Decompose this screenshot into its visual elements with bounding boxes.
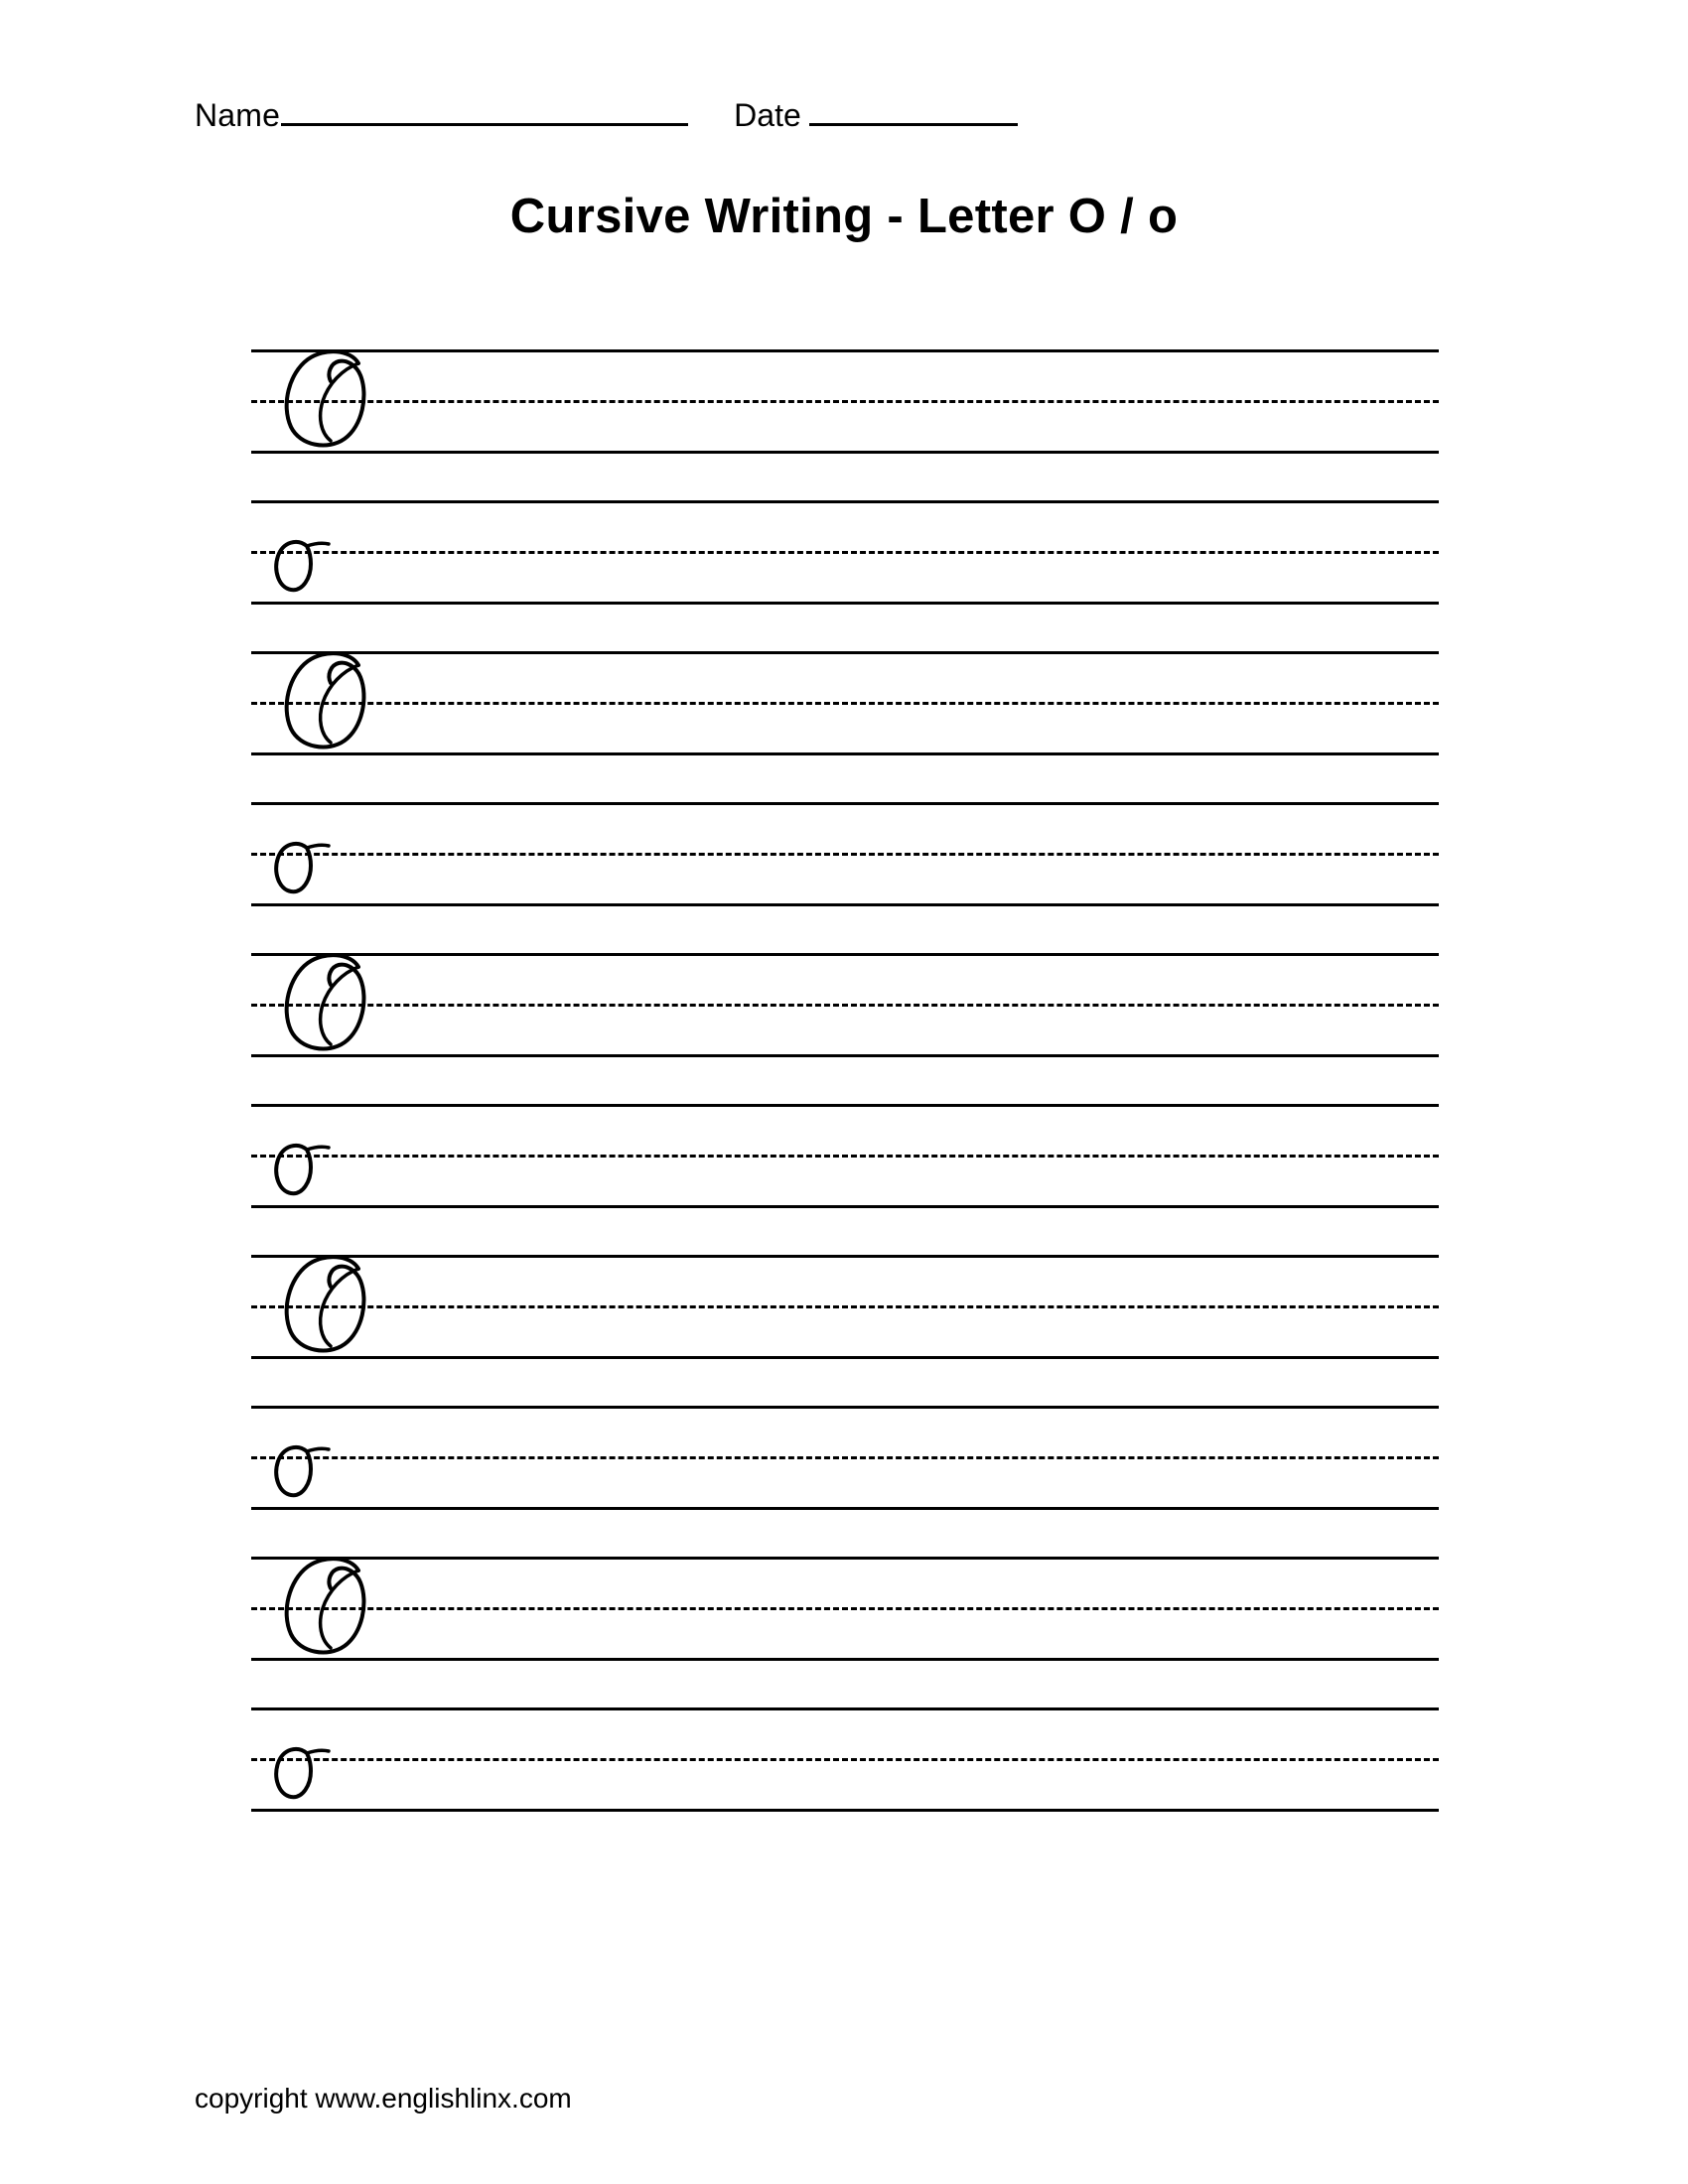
mid-dashed-rule xyxy=(251,1155,1439,1158)
mid-dashed-rule xyxy=(251,1004,1439,1007)
cursive-lowercase-o-glyph xyxy=(261,530,341,608)
cursive-lowercase-o-glyph xyxy=(261,1134,341,1211)
practice-row[interactable] xyxy=(251,1557,1439,1661)
mid-dashed-rule xyxy=(251,1607,1439,1610)
practice-row[interactable] xyxy=(251,1255,1439,1359)
name-date-row xyxy=(195,97,1505,143)
practice-row[interactable] xyxy=(251,1707,1439,1812)
mid-dashed-rule xyxy=(251,1305,1439,1308)
mid-dashed-rule xyxy=(251,551,1439,554)
base-rule xyxy=(251,1054,1439,1057)
top-rule xyxy=(251,651,1439,654)
base-rule xyxy=(251,903,1439,906)
page-title: Cursive Writing - Letter O / o xyxy=(509,190,1179,243)
top-rule xyxy=(251,802,1439,805)
mid-dashed-rule xyxy=(251,400,1439,403)
mid-dashed-rule xyxy=(251,1758,1439,1761)
practice-row[interactable] xyxy=(251,500,1439,605)
base-rule xyxy=(251,752,1439,755)
top-rule xyxy=(251,1104,1439,1107)
practice-row[interactable] xyxy=(251,651,1439,755)
mid-dashed-rule xyxy=(251,702,1439,705)
top-rule xyxy=(251,500,1439,503)
top-rule xyxy=(251,1406,1439,1409)
date-input-blank[interactable] xyxy=(809,97,1018,126)
base-rule xyxy=(251,1658,1439,1661)
name-input-blank[interactable] xyxy=(281,97,688,126)
copyright-notice: copyright www.englishlinx.com xyxy=(195,2083,572,2114)
top-rule xyxy=(251,953,1439,956)
mid-dashed-rule xyxy=(251,853,1439,856)
base-rule xyxy=(251,1356,1439,1359)
base-rule xyxy=(251,1809,1439,1812)
top-rule xyxy=(251,349,1439,352)
practice-row[interactable] xyxy=(251,1104,1439,1208)
top-rule xyxy=(251,1255,1439,1258)
cursive-lowercase-o-glyph xyxy=(261,1737,341,1815)
name-label: Name xyxy=(195,97,281,133)
base-rule xyxy=(251,1507,1439,1510)
top-rule xyxy=(251,1557,1439,1560)
practice-row[interactable] xyxy=(251,1406,1439,1510)
base-rule xyxy=(251,602,1439,605)
date-label: Date xyxy=(734,97,801,133)
practice-row[interactable] xyxy=(251,349,1439,454)
practice-row[interactable] xyxy=(251,953,1439,1057)
base-rule xyxy=(251,1205,1439,1208)
practice-lines-area xyxy=(251,349,1439,1858)
base-rule xyxy=(251,451,1439,454)
practice-row[interactable] xyxy=(251,802,1439,906)
cursive-lowercase-o-glyph xyxy=(261,1435,341,1513)
mid-dashed-rule xyxy=(251,1456,1439,1459)
cursive-lowercase-o-glyph xyxy=(261,832,341,909)
top-rule xyxy=(251,1707,1439,1710)
